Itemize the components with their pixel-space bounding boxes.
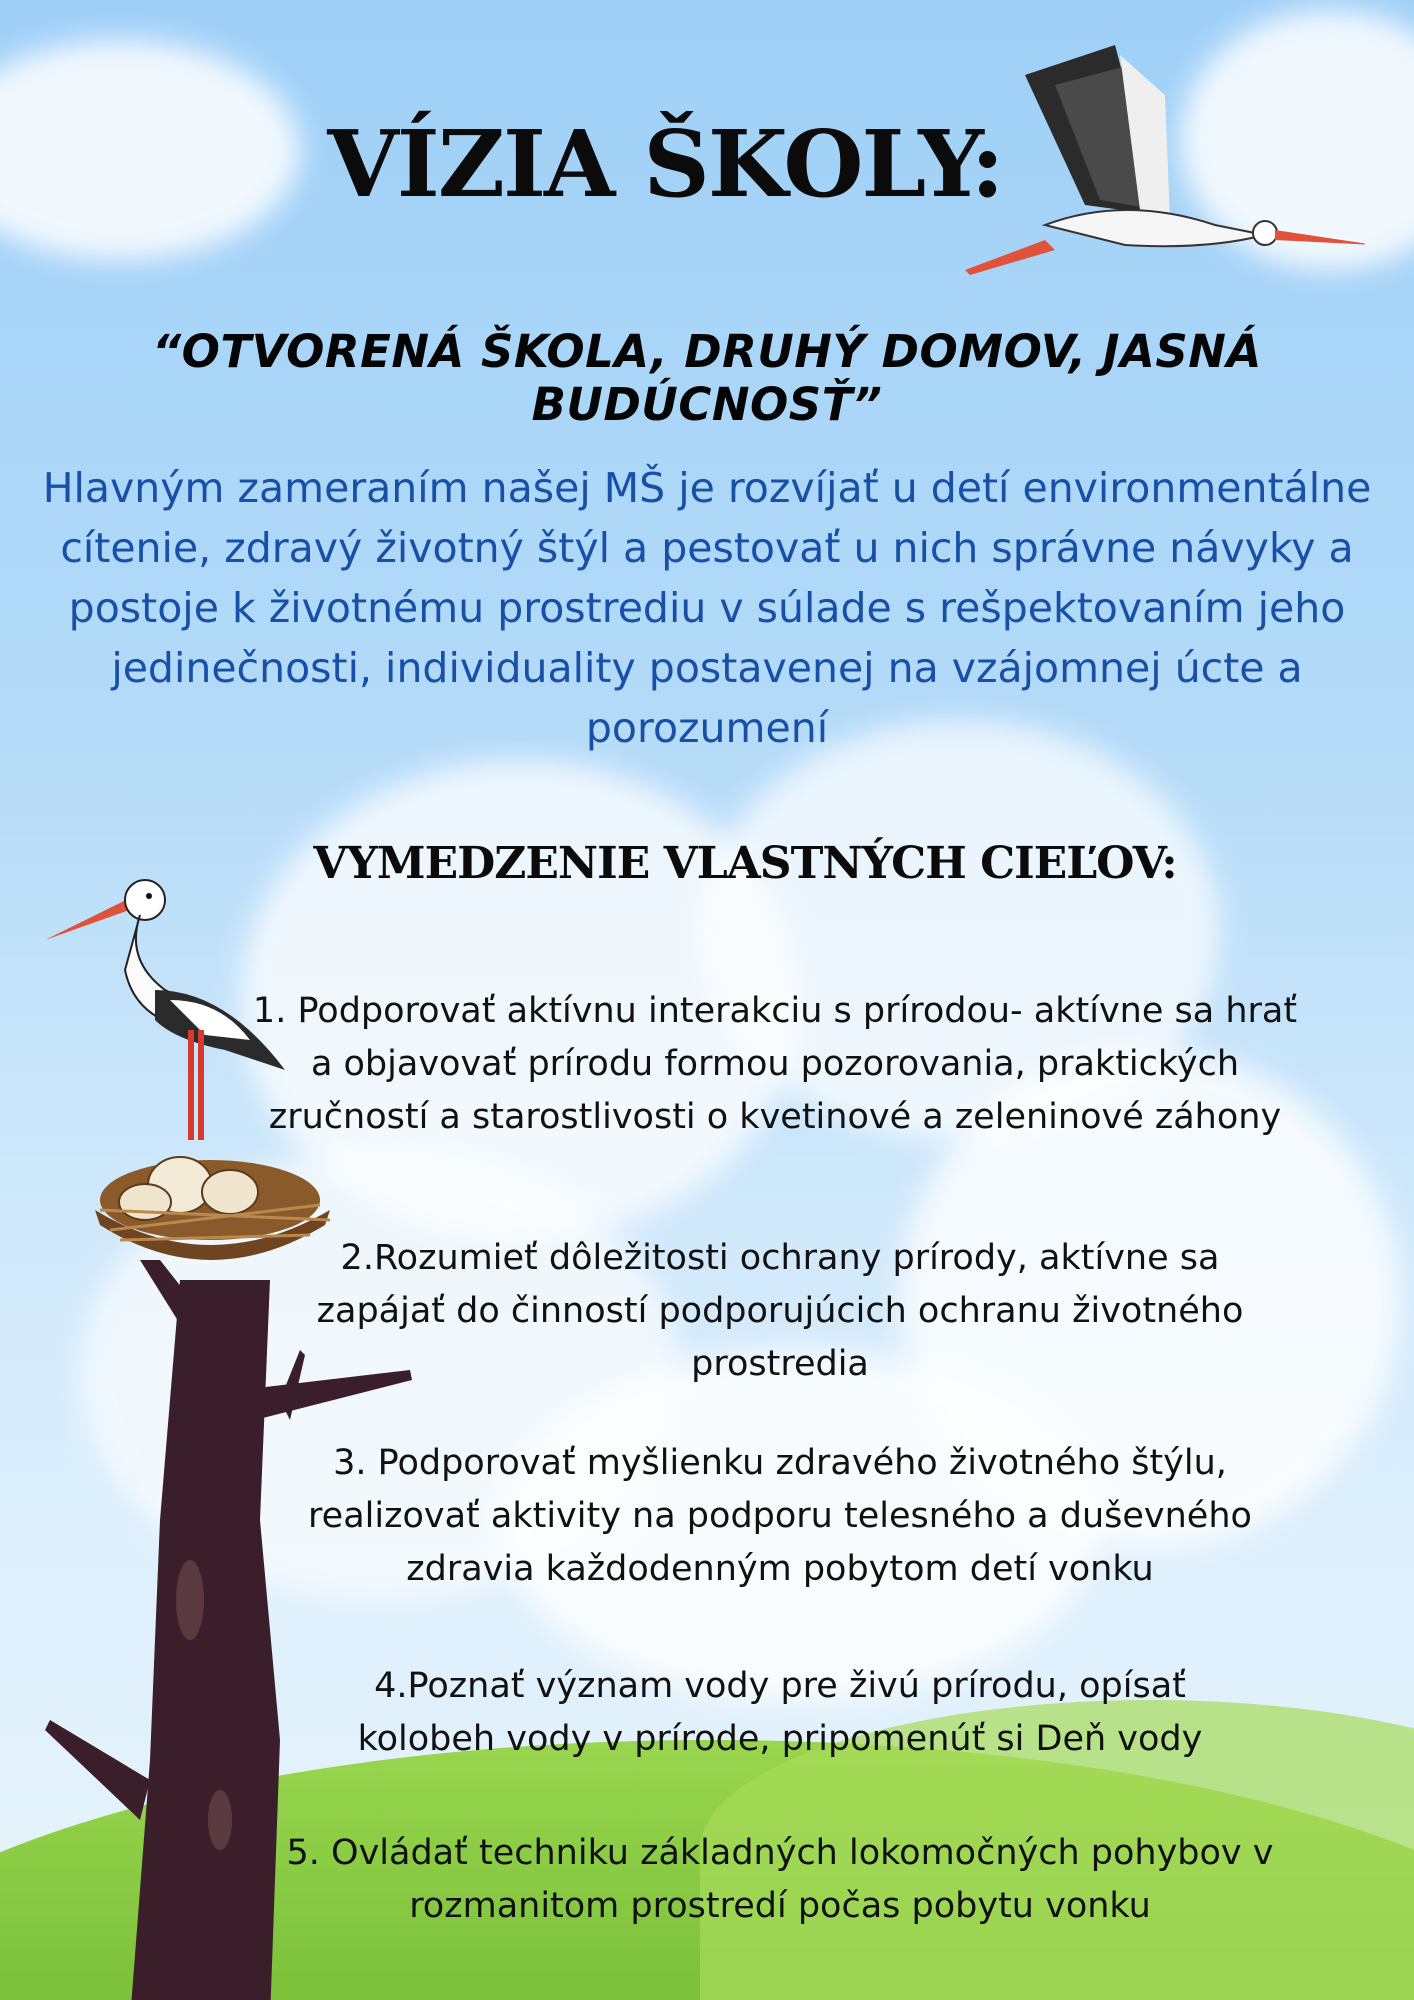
goal-item: 3. Podporovať myšlienku zdravého životného štýlu, realizovať aktivity na podporu telesného a duševného zdravia každodenným pobytom detí vonku	[308, 1443, 1252, 1589]
goals-heading: VYMEDZENIE VLASTNÝCH CIEĽOV:	[313, 838, 1177, 889]
goal-item: 4.Poznať význam vody pre živú prírodu, opísať kolobeh vody v prírode, pripomenúť si Deň vody	[357, 1666, 1203, 1759]
motto-heading: “OTVORENÁ ŠKOLA, DRUHÝ DOMOV, JASNÁ BUDÚCNOSŤ”	[152, 325, 1262, 431]
vision-paragraph: Hlavným zameraním našej MŠ je rozvíjať u detí environmentálne cítenie, zdravý životný štýl a pestovať u nich správne návyky a postoje k životnému prostrediu v súlade s rešpektovaním jeho jedinečnosti, individuality postavenej na vzájomnej úcte a porozumení	[42, 464, 1372, 752]
goal-item: 5. Ovládať techniku základných lokomočných pohybov v rozmanitom prostredí počas pobytu vonku	[286, 1833, 1274, 1926]
page-title: VÍZIA ŠKOLY:	[327, 110, 1003, 218]
goal-item: 1. Podporovať aktívnu interakciu s prírodou- aktívne sa hrať a objavovať prírodu formou pozorovania, praktických zručností a starostlivosti o kvetinové a zeleninové záhony	[252, 991, 1298, 1137]
goal-item: 2.Rozumieť dôležitosti ochrany prírody, aktívne sa zapájať do činností podporujúcich ochranu životného prostredia	[316, 1238, 1244, 1384]
